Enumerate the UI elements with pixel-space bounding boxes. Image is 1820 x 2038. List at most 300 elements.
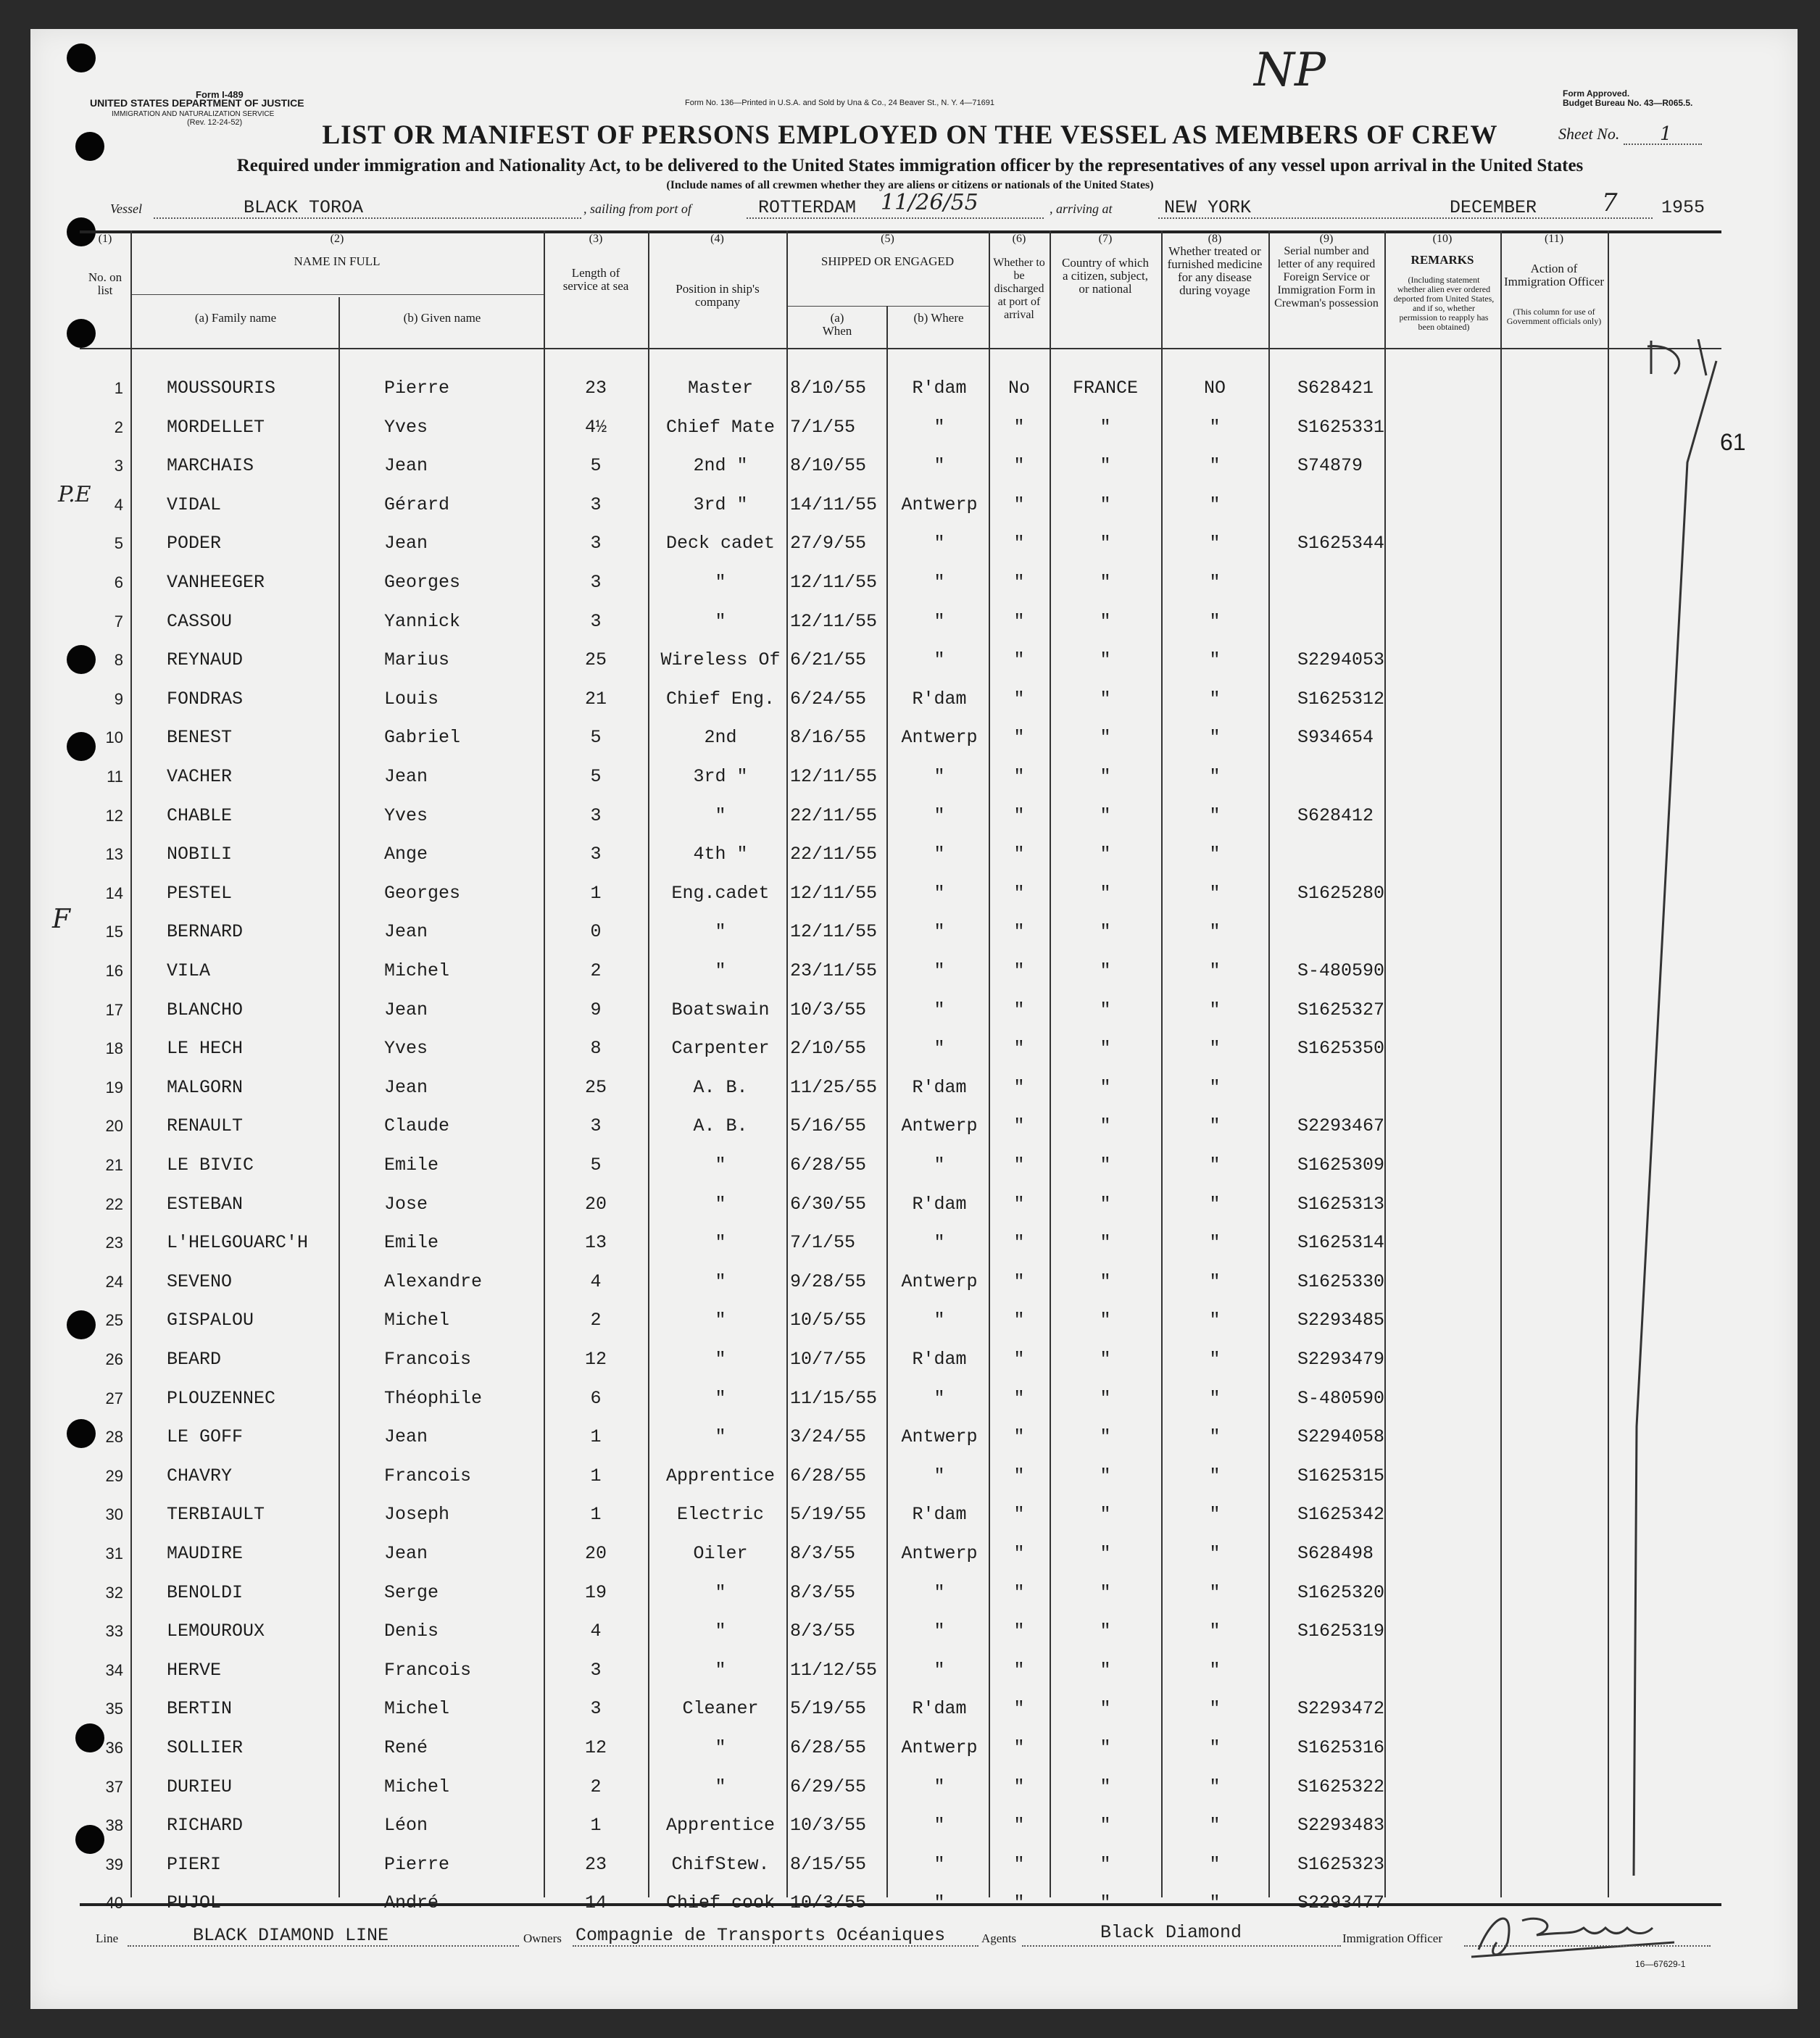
- row-number: 13: [105, 845, 123, 864]
- length-of-service: 3: [590, 572, 602, 593]
- treated: ": [1209, 1387, 1221, 1409]
- length-of-service: 5: [590, 455, 602, 477]
- treated: ": [1209, 649, 1221, 671]
- table-row: [80, 1455, 1721, 1494]
- header-country: Country of which a citizen, subject, or national: [1062, 256, 1149, 296]
- country: ": [1100, 494, 1111, 515]
- family-name: MALGORN: [167, 1076, 244, 1098]
- country: ": [1100, 1698, 1111, 1720]
- table-row: [80, 794, 1721, 833]
- row-number: 30: [105, 1505, 123, 1524]
- treated: ": [1209, 1698, 1221, 1720]
- length-of-service: 5: [590, 766, 602, 787]
- serial-number: S1625342: [1297, 1504, 1384, 1526]
- position: Chief Eng.: [665, 688, 776, 710]
- given-name: Denis: [384, 1621, 439, 1642]
- treated: ": [1209, 1659, 1221, 1681]
- given-name: Ange: [384, 844, 428, 865]
- officer-label: Immigration Officer: [1342, 1931, 1443, 1945]
- discharged: ": [1013, 1387, 1025, 1409]
- given-name: René: [384, 1737, 428, 1758]
- family-name: VACHER: [167, 766, 233, 787]
- country: ": [1100, 1853, 1111, 1875]
- serial-number: [1297, 755, 1384, 794]
- shipped-when: 6/28/55: [790, 1465, 867, 1486]
- officer-pen-mark: [1608, 339, 1721, 1897]
- family-name: SEVENO: [167, 1270, 233, 1292]
- length-of-service: 2: [590, 1776, 602, 1797]
- shipped-when: 8/3/55: [790, 1543, 856, 1564]
- length-of-service: 4½: [584, 416, 607, 438]
- serial-number: S2293477: [1297, 1892, 1384, 1914]
- serial-number: S1625319: [1297, 1621, 1384, 1642]
- table-row: [80, 1649, 1721, 1688]
- table-row: [80, 1066, 1721, 1105]
- shipped-when: 6/28/55: [790, 1737, 867, 1758]
- country: ": [1100, 416, 1111, 438]
- position: ChifStew.: [671, 1853, 770, 1875]
- shipped-where: Antwerp: [901, 1737, 978, 1758]
- approval-line2: Budget Bureau No. 43—R065.5.: [1563, 98, 1693, 108]
- position: A. B.: [693, 1076, 748, 1098]
- length-of-service: 3: [590, 533, 602, 554]
- table-row: [80, 639, 1721, 678]
- shipped-where: ": [934, 844, 945, 865]
- family-name: GISPALOU: [167, 1310, 254, 1331]
- length-of-service: 4: [590, 1270, 602, 1292]
- position: ": [715, 804, 726, 826]
- shipped-when: 11/15/55: [790, 1387, 878, 1409]
- treated: ": [1209, 455, 1221, 477]
- family-name: CHAVRY: [167, 1465, 233, 1486]
- given-name: Joseph: [384, 1504, 450, 1526]
- country: ": [1100, 610, 1111, 632]
- header-length: Length of service at sea: [562, 266, 629, 293]
- discharged: ": [1013, 1621, 1025, 1642]
- family-name: LE HECH: [167, 1038, 244, 1060]
- family-name: MAUDIRE: [167, 1543, 244, 1564]
- length-of-service: 1: [590, 1815, 602, 1837]
- page-subtitle: Required under immigration and Nationality Act, to be delivered to the United States immigration officer by the representatives of any vessel upon arrival in the United States: [236, 156, 1584, 175]
- serial-number: S1625344: [1297, 533, 1384, 554]
- serial-number: S628498: [1297, 1543, 1374, 1564]
- table-row: [80, 755, 1721, 794]
- country: ": [1100, 1465, 1111, 1486]
- family-name: LE GOFF: [167, 1426, 244, 1448]
- arrival-month: DECEMBER: [1450, 197, 1537, 218]
- length-of-service: 5: [590, 727, 602, 749]
- position: ": [715, 1270, 726, 1292]
- header-no: No. on list: [88, 270, 122, 297]
- given-name: Georges: [384, 882, 461, 904]
- shipped-where: R'dam: [912, 378, 967, 399]
- row-number: 14: [105, 883, 123, 902]
- family-name: REYNAUD: [167, 649, 244, 671]
- page-title: LIST OR MANIFEST OF PERSONS EMPLOYED ON THE VESSEL AS MEMBERS OF CREW: [322, 120, 1498, 150]
- serial-number: S1625331: [1297, 416, 1384, 438]
- serial-number: S1625330: [1297, 1270, 1384, 1292]
- shipped-where: ": [934, 1892, 945, 1914]
- given-name: Francois: [384, 1465, 472, 1486]
- table-row: [80, 1415, 1721, 1455]
- country: ": [1100, 1892, 1111, 1914]
- row-number: 39: [105, 1855, 123, 1873]
- table-row: [80, 1804, 1721, 1843]
- given-name: Francois: [384, 1659, 472, 1681]
- table-row: [80, 872, 1721, 911]
- serial-number: S2294058: [1297, 1426, 1384, 1448]
- family-name: FONDRAS: [167, 688, 244, 710]
- shipped-when: 7/1/55: [790, 416, 856, 438]
- row-number: 7: [114, 612, 123, 631]
- punch-hole: [67, 43, 96, 72]
- vessel-label: Vessel: [110, 201, 142, 216]
- discharged: ": [1013, 1698, 1025, 1720]
- row-number: 23: [105, 1234, 123, 1252]
- given-name: Yannick: [384, 610, 461, 632]
- row-number: 2: [114, 417, 123, 436]
- length-of-service: 25: [584, 649, 607, 671]
- serial-number: S1625350: [1297, 1038, 1384, 1060]
- shipped-when: 8/16/55: [790, 727, 867, 749]
- row-number: 24: [105, 1272, 123, 1291]
- serial-number: S628421: [1297, 378, 1374, 399]
- shipped-when: 5/19/55: [790, 1698, 867, 1720]
- treated: ": [1209, 1853, 1221, 1875]
- treated: ": [1209, 1426, 1221, 1448]
- discharged: ": [1013, 1426, 1025, 1448]
- serial-number: S2293472: [1297, 1698, 1384, 1720]
- shipped-when: 22/11/55: [790, 844, 878, 865]
- shipped-where: ": [934, 882, 945, 904]
- discharged: ": [1013, 1270, 1025, 1292]
- length-of-service: 19: [584, 1581, 607, 1603]
- header-when: (a) When: [822, 311, 852, 338]
- treated: ": [1209, 1038, 1221, 1060]
- shipped-where: ": [934, 455, 945, 477]
- family-name: BENOLDI: [167, 1581, 244, 1603]
- treated: ": [1209, 494, 1221, 515]
- position: ": [715, 921, 726, 943]
- header-action-note: (This column for use of Government officials only): [1506, 307, 1602, 326]
- handwritten-mark: NP: [1254, 43, 1326, 97]
- position: ": [715, 1310, 726, 1331]
- discharged: ": [1013, 1349, 1025, 1370]
- treated: ": [1209, 804, 1221, 826]
- country: ": [1100, 1232, 1111, 1254]
- given-name: Serge: [384, 1581, 439, 1603]
- shipped-when: 6/30/55: [790, 1193, 867, 1215]
- shipped-where: ": [934, 804, 945, 826]
- country: ": [1100, 960, 1111, 981]
- position: Oiler: [693, 1543, 748, 1564]
- given-name: Michel: [384, 1698, 450, 1720]
- position: Electric: [676, 1504, 765, 1526]
- shipped-where: ": [934, 1815, 945, 1837]
- header-treated: Whether treated or furnished medicine for any disease during voyage: [1167, 244, 1263, 297]
- discharged: ": [1013, 610, 1025, 632]
- serial-number: S1625313: [1297, 1193, 1384, 1215]
- serial-number: S2293467: [1297, 1115, 1384, 1137]
- header-action: Action of Immigration Officer: [1503, 262, 1604, 288]
- treated: ": [1209, 572, 1221, 593]
- shipped-where: ": [934, 649, 945, 671]
- discharged: ": [1013, 1776, 1025, 1797]
- given-name: Jean: [384, 455, 428, 477]
- shipped-where: ": [934, 1387, 945, 1409]
- table-row: [80, 1221, 1721, 1260]
- arrival-day: 7: [1602, 188, 1618, 217]
- serial-number: [1297, 1649, 1384, 1688]
- country: ": [1100, 1115, 1111, 1137]
- given-name: Gérard: [384, 494, 450, 515]
- row-number: 19: [105, 1078, 123, 1097]
- position: Eng.cadet: [671, 882, 770, 904]
- row-number: 37: [105, 1777, 123, 1796]
- agents-label: Agents: [981, 1931, 1017, 1945]
- treated: ": [1209, 1270, 1221, 1292]
- table-row: [80, 367, 1721, 406]
- serial-number: S1625315: [1297, 1465, 1384, 1486]
- shipped-when: 12/11/55: [790, 572, 878, 593]
- given-name: Louis: [384, 688, 439, 710]
- treated: ": [1209, 688, 1221, 710]
- treated: ": [1209, 1155, 1221, 1176]
- position: Chief Mate: [665, 416, 776, 438]
- treated: ": [1209, 999, 1221, 1020]
- row-number: 35: [105, 1700, 123, 1718]
- country: ": [1100, 572, 1111, 593]
- shipped-where: ": [934, 1310, 945, 1331]
- row-number: 26: [105, 1350, 123, 1368]
- treated: ": [1209, 960, 1221, 981]
- agency-line2: IMMIGRATION AND NATURALIZATION SERVICE: [112, 110, 275, 118]
- position: Chief cook: [665, 1892, 776, 1914]
- agency-line1: UNITED STATES DEPARTMENT OF JUSTICE: [90, 97, 304, 109]
- shipped-when: 8/10/55: [790, 455, 867, 477]
- given-name: Yves: [384, 416, 428, 438]
- shipped-when: 6/28/55: [790, 1155, 867, 1176]
- family-name: NOBILI: [167, 844, 233, 865]
- shipped-where: ": [934, 1853, 945, 1875]
- discharged: ": [1013, 1155, 1025, 1176]
- length-of-service: 6: [590, 1387, 602, 1409]
- row-number: 34: [105, 1660, 123, 1679]
- shipped-where: ": [934, 921, 945, 943]
- position: A. B.: [693, 1115, 748, 1137]
- country: ": [1100, 1193, 1111, 1215]
- treated: ": [1209, 533, 1221, 554]
- family-name: SOLLIER: [167, 1737, 244, 1758]
- discharged: ": [1013, 1310, 1025, 1331]
- row-number: 6: [114, 573, 123, 591]
- shipped-when: 2/10/55: [790, 1038, 867, 1060]
- table-row: [80, 1377, 1721, 1416]
- row-number: 3: [114, 457, 123, 475]
- treated: ": [1209, 1581, 1221, 1603]
- shipped-when: 3/24/55: [790, 1426, 867, 1448]
- position: ": [715, 1387, 726, 1409]
- position: Master: [687, 378, 753, 399]
- treated: ": [1209, 1076, 1221, 1098]
- shipped-when: 23/11/55: [790, 960, 878, 981]
- row-number: 33: [105, 1622, 123, 1641]
- serial-number: [1297, 561, 1384, 600]
- header-given: (b) Given name: [403, 311, 481, 325]
- country: ": [1100, 1155, 1111, 1176]
- table-row: [80, 444, 1721, 483]
- position: ": [715, 1621, 726, 1642]
- serial-number: S74879: [1297, 455, 1363, 477]
- length-of-service: 3: [590, 804, 602, 826]
- position: ": [715, 960, 726, 981]
- discharged: ": [1013, 1659, 1025, 1681]
- treated: ": [1209, 844, 1221, 865]
- position: Boatswain: [671, 999, 770, 1020]
- length-of-service: 3: [590, 610, 602, 632]
- discharged: ": [1013, 455, 1025, 477]
- position: 4th ": [693, 844, 748, 865]
- shipped-when: 10/3/55: [790, 1892, 867, 1914]
- position: ": [715, 1426, 726, 1448]
- country: ": [1100, 1815, 1111, 1837]
- shipped-when: 10/5/55: [790, 1310, 867, 1331]
- header-position: Position in ship's company: [676, 282, 760, 309]
- table-row: [80, 910, 1721, 949]
- row-number: 21: [105, 1156, 123, 1174]
- shipped-where: ": [934, 1038, 945, 1060]
- discharged: ": [1013, 494, 1025, 515]
- family-name: LE BIVIC: [167, 1155, 254, 1176]
- sheet-number: 1: [1660, 123, 1672, 145]
- given-name: Yves: [384, 1038, 428, 1060]
- serial-number: S2293479: [1297, 1349, 1384, 1370]
- treated: ": [1209, 1543, 1221, 1564]
- discharged: ": [1013, 1853, 1025, 1875]
- shipped-when: 11/25/55: [790, 1076, 878, 1098]
- row-number: 4: [114, 495, 123, 514]
- family-name: L'HELGOUARC'H: [167, 1232, 309, 1254]
- length-of-service: 20: [584, 1193, 607, 1215]
- family-name: CHABLE: [167, 804, 233, 826]
- row-number: 36: [105, 1739, 123, 1757]
- family-name: DURIEU: [167, 1776, 233, 1797]
- position: 2nd ": [693, 455, 748, 477]
- position: 3rd ": [693, 766, 748, 787]
- family-name: VILA: [167, 960, 211, 981]
- owners-value: Compagnie de Transports Océaniques: [575, 1925, 946, 1946]
- approval-line1: Form Approved.: [1563, 88, 1630, 99]
- line-value: BLACK DIAMOND LINE: [193, 1925, 389, 1946]
- position: Wireless Of: [660, 649, 781, 671]
- country: ": [1100, 882, 1111, 904]
- discharged: ": [1013, 921, 1025, 943]
- form-code: 16—67629-1: [1635, 1959, 1686, 1969]
- given-name: Jean: [384, 921, 428, 943]
- arrival-year: 1955: [1661, 197, 1705, 218]
- shipped-where: ": [934, 1155, 945, 1176]
- shipped-where: ": [934, 572, 945, 593]
- table-row: [80, 561, 1721, 600]
- shipped-when: 10/3/55: [790, 999, 867, 1020]
- discharged: ": [1013, 804, 1025, 826]
- table-row: [80, 678, 1721, 717]
- country: ": [1100, 1387, 1111, 1409]
- country: ": [1100, 1621, 1111, 1642]
- discharged: ": [1013, 882, 1025, 904]
- given-name: Jean: [384, 1076, 428, 1098]
- given-name: Emile: [384, 1155, 439, 1176]
- serial-number: S1625320: [1297, 1581, 1384, 1603]
- given-name: Yves: [384, 804, 428, 826]
- given-name: Alexandre: [384, 1270, 483, 1292]
- length-of-service: 3: [590, 1659, 602, 1681]
- country: ": [1100, 1543, 1111, 1564]
- serial-number: S-480590: [1297, 1387, 1384, 1409]
- agency-line3: (Rev. 12-24-52): [187, 118, 243, 127]
- shipped-where: R'dam: [912, 1504, 967, 1526]
- shipped-where: R'dam: [912, 1076, 967, 1098]
- table-row: [80, 1338, 1721, 1377]
- shipped-when: 12/11/55: [790, 882, 878, 904]
- family-name: PIERI: [167, 1853, 222, 1875]
- shipped-where: Antwerp: [901, 1270, 978, 1292]
- treated: ": [1209, 416, 1221, 438]
- agents-value: Black Diamond: [1100, 1922, 1242, 1943]
- discharged: ": [1013, 1193, 1025, 1215]
- shipped-when: 6/24/55: [790, 688, 867, 710]
- family-name: HERVE: [167, 1659, 222, 1681]
- given-name: Jean: [384, 533, 428, 554]
- row-number: 20: [105, 1117, 123, 1136]
- shipped-where: R'dam: [912, 1349, 967, 1370]
- discharged: ": [1013, 1115, 1025, 1137]
- row-number: 11: [107, 768, 123, 786]
- table-row: [80, 949, 1721, 989]
- shipped-where: ": [934, 1465, 945, 1486]
- treated: ": [1209, 1815, 1221, 1837]
- line-label: Line: [96, 1931, 119, 1945]
- discharged: ": [1013, 844, 1025, 865]
- given-name: Emile: [384, 1232, 439, 1254]
- serial-number: S1625280: [1297, 882, 1384, 904]
- length-of-service: 20: [584, 1543, 607, 1564]
- discharged: ": [1013, 1543, 1025, 1564]
- position: ": [715, 1155, 726, 1176]
- row-number: 1: [114, 379, 123, 397]
- length-of-service: 3: [590, 1698, 602, 1720]
- discharged: ": [1013, 1232, 1025, 1254]
- family-name: VANHEEGER: [167, 572, 265, 593]
- given-name: Marius: [384, 649, 450, 671]
- treated: ": [1209, 882, 1221, 904]
- table-row: [80, 1144, 1721, 1183]
- shipped-where: Antwerp: [901, 494, 978, 515]
- serial-number: [1297, 1066, 1384, 1105]
- header-shipped: SHIPPED OR ENGAGED: [820, 254, 955, 268]
- shipped-when: 6/29/55: [790, 1776, 867, 1797]
- family-name: CASSOU: [167, 610, 233, 632]
- discharged: No: [1007, 378, 1030, 399]
- given-name: Pierre: [384, 1853, 450, 1875]
- country: ": [1100, 1659, 1111, 1681]
- length-of-service: 1: [590, 1465, 602, 1486]
- serial-number: S934654: [1297, 727, 1374, 749]
- row-number: 40: [105, 1894, 123, 1913]
- length-of-service: 1: [590, 1504, 602, 1526]
- shipped-when: 10/3/55: [790, 1815, 867, 1837]
- arriving-label: , arriving at: [1050, 201, 1113, 216]
